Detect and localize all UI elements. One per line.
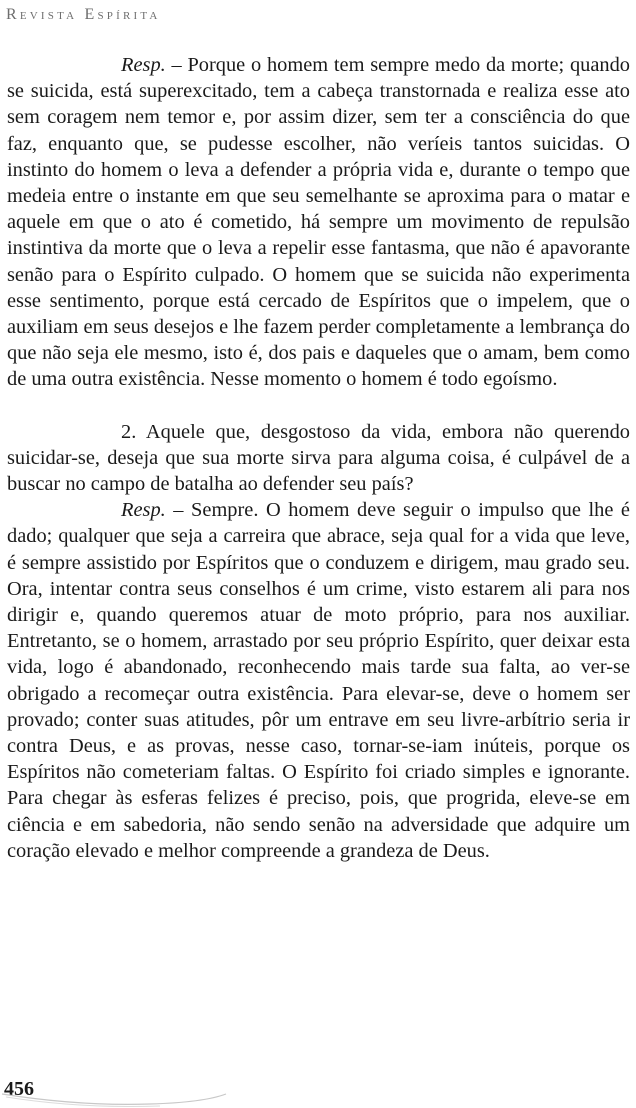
paragraph-text: – Porque o homem tem sempre medo da morte; quando se suicida, está superexcitado, tem a cabeça transtornada e realiza esse ato sem coragem nem temor e, por assim dizer, sem ter a consciência do que faz, enquanto que, se pudesse escolher, não veríeis tantos suicidas. O instinto do homem o leva a defender a própria vida e, durante o tempo que medeia entre o instante em que seu semelhante se aproxima para o matar e aquele em que o ato é cometido, há sempre um movimento de repulsão instintiva da morte que o leva a repelir esse fantasma, que não é apavorante senão para o Espírito culpado. O homem que se suicida não experimenta esse sentimento, porque está cercado de Espíritos que o impelem, que o auxiliam em seus desejos e lhe fazem perder completamente a lembrança do que não seja ele mesmo, isto é, dos pais e daqueles que o amam, bem como de uma outra existência. Nesse momento o homem é todo egoísmo. (7, 54, 630, 391)
resp-label: Resp. (121, 499, 166, 522)
paragraph-text: – Sempre. O homem deve seguir o impulso que lhe é dado; qualquer que seja a carreira que abrace, seja qual for a vida que leve, é sempre assistido por Espíritos que o conduzem e dirigem, mau grado seu. Ora, intentar contra seus conselhos é um crime, visto estarem ali para nos dirigir e, quando queremos atuar de moto próprio, para nos auxiliar. Entretanto, se o homem, arrastado por seu próprio Espírito, quer deixar esta vida, logo é abandonado, reconhecendo mais tarde sua falta, ao ver-se obrigado a recomeçar outra existência. Para elevar-se, deve o homem ser provado; conter suas atitudes, pôr um entrave em seu livre-arbítrio seria ir contra Deus, e as provas, nesse caso, tornar-se-iam inúteis, porque os Espíritos não cometeriam faltas. O Espírito foi criado simples e ignorante. Para chegar às esferas felizes é preciso, pois, que progrida, eleve-se em ciência e em sabedoria, não sendo senão na adversidade que adquire um coração elevado e melhor compreende a grandeza de Deus. (7, 499, 630, 862)
running-head: Revista Espírita (6, 6, 161, 23)
folio-ornament (0, 1090, 230, 1108)
paragraph-question-2 (7, 419, 630, 498)
page-number: 456 (4, 1078, 34, 1100)
paragraph-answer-2 (7, 497, 630, 864)
body-text (7, 52, 630, 864)
paragraph-answer-1 (7, 52, 630, 393)
paragraph-text: 2. Aquele que, desgostoso da vida, embora não querendo suicidar-se, deseja que sua morte sirva para alguma coisa, é culpável de a buscar no campo de batalha ao defender seu país? (7, 420, 630, 496)
resp-label: Resp. (121, 54, 166, 76)
